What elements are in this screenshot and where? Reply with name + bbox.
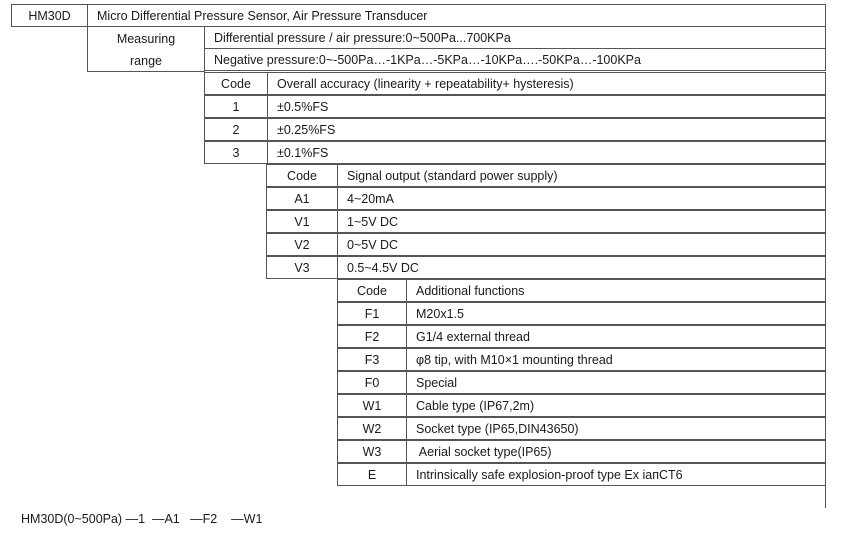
measuring-range-label-line1: Measuring <box>116 32 176 46</box>
right-border-extension <box>825 485 826 508</box>
functions-row <box>337 440 826 463</box>
signal-row-desc: 1~5V DC <box>337 210 826 233</box>
measuring-range-label-line2: range <box>130 54 162 68</box>
measuring-range-label <box>87 26 205 72</box>
signal-header-row <box>266 164 826 187</box>
functions-row-desc: Special <box>406 371 826 394</box>
signal-row-code: V2 <box>266 233 338 256</box>
functions-row-code: F0 <box>337 371 407 394</box>
functions-row-desc: Intrinsically safe explosion-proof type Ex iaпCT6 <box>406 463 826 486</box>
accuracy-row-desc: ±0.5%FS <box>267 95 826 118</box>
accuracy-row <box>204 95 826 118</box>
model-row <box>11 4 826 27</box>
functions-row-code: F2 <box>337 325 407 348</box>
signal-row-code: V1 <box>266 210 338 233</box>
functions-row <box>337 325 826 348</box>
signal-row <box>266 187 826 210</box>
functions-header-row <box>337 279 826 302</box>
functions-row <box>337 302 826 325</box>
signal-row-code: V3 <box>266 256 338 279</box>
functions-row <box>337 348 826 371</box>
functions-row-code: W3 <box>337 440 407 463</box>
signal-row <box>266 256 826 279</box>
accuracy-row-desc: ±0.1%FS <box>267 141 826 164</box>
functions-row-code: W2 <box>337 417 407 440</box>
measuring-range-block <box>87 26 826 72</box>
functions-row <box>337 417 826 440</box>
functions-code-header: Code <box>337 279 407 302</box>
functions-row-desc: G1/4 external thread <box>406 325 826 348</box>
signal-row-code: A1 <box>266 187 338 210</box>
accuracy-row <box>204 141 826 164</box>
model-code: HM30D <box>11 4 88 27</box>
accuracy-header-row <box>204 72 826 95</box>
functions-row <box>337 371 826 394</box>
signal-row <box>266 233 826 256</box>
accuracy-desc-header: Overall accuracy (linearity + repeatability+ hysteresis) <box>267 72 826 95</box>
signal-desc-header: Signal output (standard power supply) <box>337 164 826 187</box>
accuracy-row-code: 3 <box>204 141 268 164</box>
accuracy-row-desc: ±0.25%FS <box>267 118 826 141</box>
signal-row-desc: 0~5V DC <box>337 233 826 256</box>
functions-row-desc: φ8 tip, with M10×1 mounting thread <box>406 348 826 371</box>
signal-code-header: Code <box>266 164 338 187</box>
functions-row-code: E <box>337 463 407 486</box>
functions-row <box>337 394 826 417</box>
measuring-range-line1: Differential pressure / air pressure:0~500Pa...700KPa <box>204 26 826 49</box>
functions-row-code: F1 <box>337 302 407 325</box>
functions-row-code: W1 <box>337 394 407 417</box>
signal-row-desc: 4~20mA <box>337 187 826 210</box>
signal-row-desc: 0.5~4.5V DC <box>337 256 826 279</box>
functions-row-desc: Aerial socket type(IP65) <box>406 440 826 463</box>
functions-row-desc: Socket type (IP65,DIN43650) <box>406 417 826 440</box>
accuracy-row-code: 1 <box>204 95 268 118</box>
functions-desc-header: Additional functions <box>406 279 826 302</box>
functions-row-desc: Cable type (IP67,2m) <box>406 394 826 417</box>
example-order-code: HM30D(0~500Pa) —1 —A1 —F2 —W1 <box>21 512 263 526</box>
measuring-range-line2: Negative pressure:0~-500Pa…-1KPa…-5KPa…-10KPa….-50KPa…-100KPa <box>204 48 826 71</box>
functions-row-code: F3 <box>337 348 407 371</box>
accuracy-row-code: 2 <box>204 118 268 141</box>
signal-row <box>266 210 826 233</box>
functions-row-desc: M20x1.5 <box>406 302 826 325</box>
functions-row <box>337 463 826 486</box>
accuracy-row <box>204 118 826 141</box>
model-title: Micro Differential Pressure Sensor, Air Pressure Transducer <box>87 4 826 27</box>
accuracy-code-header: Code <box>204 72 268 95</box>
